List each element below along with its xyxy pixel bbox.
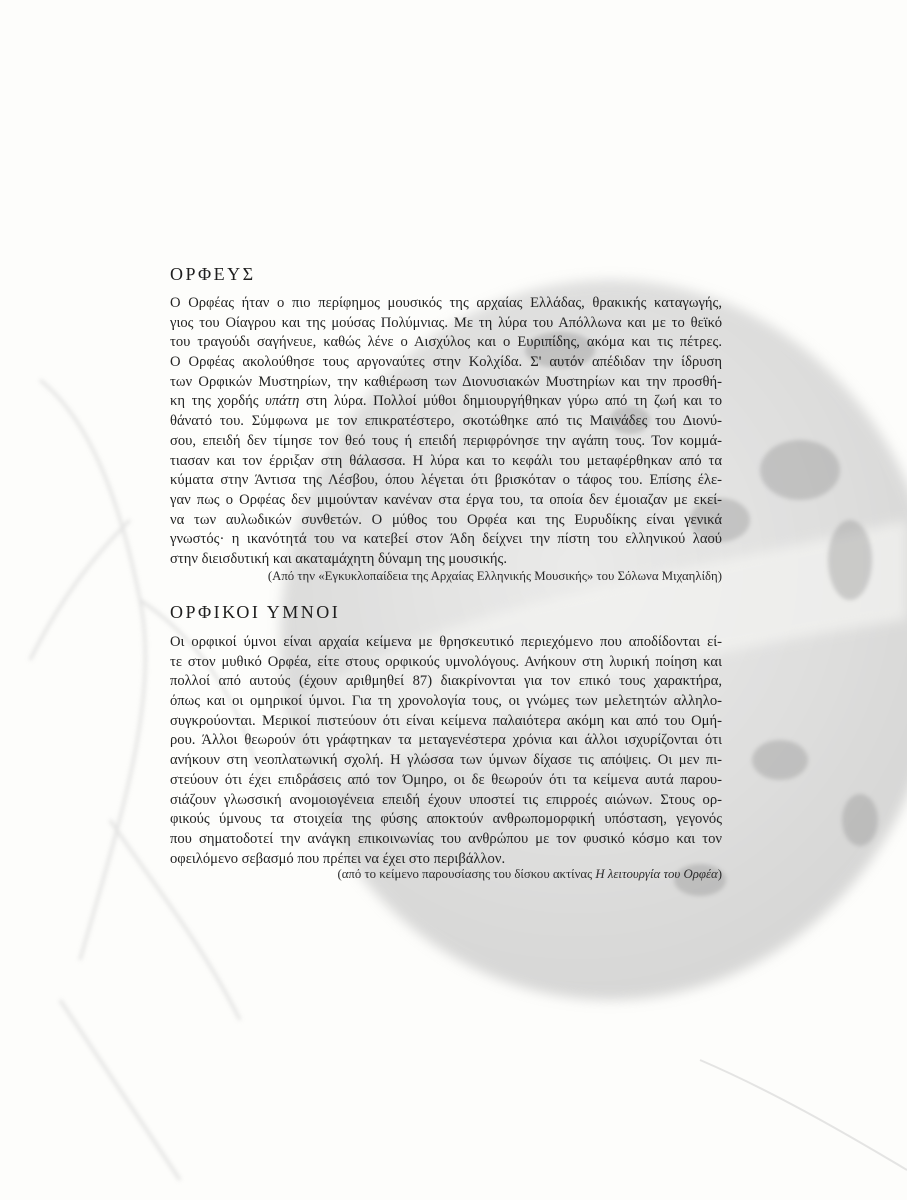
body-line: των Ορφικών Μυστηρίων, την καθιέρωση των Διονυσιακών Μυστηρίων και την προσθή-	[170, 373, 722, 390]
body-line: τιασαν και τον έρριξαν στη θάλασσα. Η λύρα και το κεφάλι του μεταφέρθηκαν από τα	[170, 452, 722, 469]
body-line: κύματα στην Άντισα της Λέσβου, όπου λέγεται ότι βρισκόταν ο τάφος του. Επίσης έλε-	[170, 472, 722, 489]
body-line: στην διεισδυτική και ακαταμάχητη δύναμη της μουσικής.	[170, 550, 507, 567]
body-line: Ο Ορφέας ακολούθησε τους αργοναύτες στην Κολχίδα. Σ' αυτόν απέδιδαν την ίδρυση	[170, 354, 722, 371]
body-text: στη λύρα. Πολλοί μύθοι δημιουργήθηκαν γύρω από τη ζωή και το	[299, 393, 722, 410]
source-work-title: Η λειτουργία του Ορφέα	[595, 867, 718, 881]
body-line: που σηματοδοτεί την ανάγκη επικοινωνίας του ανθρώπου με τον φυσικό κόσμο και τον	[170, 830, 722, 847]
source-citation-orpheus: (Από την «Εγκυκλοπαίδεια της Αρχαίας Ελληνικής Μουσικής» του Σόλωνα Μιχαηλίδη)	[267, 569, 722, 583]
body-line: του τραγούδι σαγήνευε, καθώς λένε ο Αισχύλος και ο Ευριπίδης, ακόμα και τις πέτρες.	[170, 334, 722, 351]
body-text: κη της χορδής	[170, 393, 266, 410]
body-line: όπως και οι ομηρικοί ύμνοι. Για τη χρονολογία τους, οι γνώμες των μελετητών αλληλο-	[170, 693, 722, 710]
body-line: ρου. Άλλοι θεωρούν ότι γράφτηκαν τα μεταγενέστερα χρόνια και άλλοι ισχυρίζονται ότι	[170, 732, 722, 749]
body-line: ανήκουν στη νεοπλατωνική σχολή. Η γλώσσα των ύμνων δίχασε τις απόψεις. Οι μεν πι-	[170, 752, 722, 769]
source-citation-orphic-hymns	[337, 867, 722, 882]
body-line: σου, επειδή δεν τίμησε τον θεό τους ή επειδή περιφρόνησε την αγάπη τους. Τον κομμά-	[170, 432, 722, 449]
body-line: πολλοί από αυτούς (έχουν αριθμηθεί 87) διακρίνονται για τον επικό τους χαρακτήρα,	[170, 673, 722, 690]
body-line: Οι ορφικοί ύμνοι είναι αρχαία κείμενα με θρησκευτικό περιεχόμενο που αποδίδονται εί-	[170, 634, 722, 650]
section-title-orphic-hymns: ΟΡΦΙΚΟΙ ΥΜΝΟΙ	[170, 602, 341, 622]
section-body-orphic-hymns	[170, 633, 722, 869]
body-line: Ο Ορφέας ήταν ο πιο περίφημος μουσικός της αρχαίας Ελλάδας, θρακικής καταγωγής,	[170, 295, 722, 311]
body-line: σιάζουν γλωσσική ανομοιογένεια επειδή έχουν υποστεί τις επιρροές αιώνων. Στους ορ-	[170, 791, 722, 808]
body-line	[170, 392, 722, 412]
source-text: (από το κείμενο παρουσίασης του δίσκου ακτίνας	[337, 867, 596, 881]
source-text: )	[717, 867, 722, 881]
body-line: γαν πως ο Ορφέας δεν μιμούνταν κανέναν στα έργα του, τα οποία δεν έμοιαζαν με εκεί-	[170, 491, 722, 508]
body-line: τε στον μυθικό Ορφέα, είτε στους ορφικούς υμνολόγους. Ανήκουν στη λυρική ποίηση και	[170, 653, 722, 670]
body-line: στεύουν ότι έχει επιδράσεις από τον Όμηρο, οι δε θεωρούν ότι τα κείμενα αυτά παρου-	[170, 771, 722, 788]
body-line: συγκρούονται. Μερικοί πιστεύουν ότι είναι κείμενα παλαιότερα ακόμη και από του Ομή-	[170, 712, 722, 729]
body-line: οφειλόμενο σεβασμό που πρέπει να έχει στο περιβάλλον.	[170, 850, 506, 867]
body-line: φικούς ύμνους τα στοιχεία της φύσης αποκτούν ανθρωπομορφική υπόσταση, γεγονός	[170, 811, 722, 828]
section-body-orpheus	[170, 294, 722, 570]
italic-term: υπάτη	[265, 393, 300, 410]
body-line: να των αυλωδικών συνθετών. Ο μύθος του Ορφέα και της Ευρυδίκης είναι γενικά	[170, 511, 722, 528]
body-line: θάνατό του. Σύμφωνα με τον επικρατέστερο, σκοτώθηκε από τις Μαινάδες του Διονύ-	[170, 413, 722, 430]
body-line: γιος του Οίαγρου και της μούσας Πολύμνιας. Με τη λύρα του Απόλλωνα και με το θεϊκό	[170, 314, 722, 331]
body-line: γνωστός· η ικανότητά του να κατεβεί στον Άδη δείχνει την πίστη του ελληνικού λαού	[170, 531, 722, 548]
section-title-orpheus: ΟΡΦΕΥΣ	[170, 264, 256, 284]
